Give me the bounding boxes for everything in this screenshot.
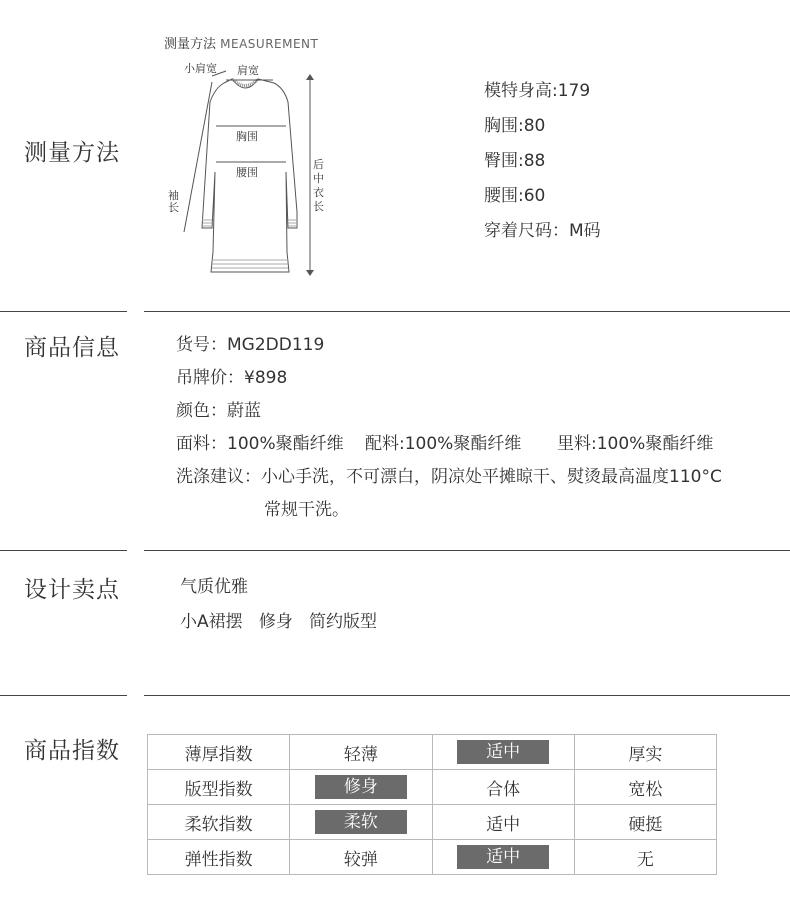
product-color: 颜色：蔚蓝 xyxy=(176,401,261,421)
index-option: 轻薄 xyxy=(343,744,378,765)
spec-chest: 胸围:80 xyxy=(484,116,546,136)
index-row xyxy=(148,735,717,770)
divider-long-2 xyxy=(144,550,790,551)
index-option: 合体 xyxy=(486,779,521,800)
divider-short-1 xyxy=(0,311,127,312)
product-trim: 配料:100%聚酯纤维 xyxy=(365,434,522,454)
index-option-cell xyxy=(432,840,574,875)
figure-title xyxy=(164,33,318,52)
divider-long-3 xyxy=(144,695,790,696)
index-option-cell xyxy=(574,805,716,840)
index-option-cell xyxy=(432,805,574,840)
label-waist: 腰围 xyxy=(236,166,258,179)
spec-size: 穿着尺码：M码 xyxy=(484,221,601,241)
index-option-cell xyxy=(290,805,432,840)
index-option-selected: 适中 xyxy=(457,740,549,764)
product-lining: 里料:100%聚酯纤维 xyxy=(557,434,714,454)
index-row xyxy=(148,770,717,805)
divider-short-3 xyxy=(0,695,127,696)
index-option: 无 xyxy=(636,849,654,870)
index-option-selected: 适中 xyxy=(457,845,549,869)
index-option-cell xyxy=(290,770,432,805)
index-row-name: 版型指数 xyxy=(148,770,290,805)
label-back-length: 后中衣长 xyxy=(313,158,324,213)
design-point-1: 气质优雅 xyxy=(180,577,248,597)
index-row-name: 薄厚指数 xyxy=(148,735,290,770)
product-tag-price: 吊牌价：¥898 xyxy=(176,368,288,388)
section-title-design: 设计卖点 xyxy=(24,577,120,603)
index-option: 厚实 xyxy=(628,744,663,765)
index-row xyxy=(148,840,717,875)
section-title-product: 商品信息 xyxy=(24,335,120,361)
product-fabric: 面料：100%聚酯纤维 xyxy=(176,434,344,454)
product-item-no: 货号：MG2DD119 xyxy=(176,335,325,355)
section-title-measure: 测量方法 xyxy=(24,140,120,166)
index-option-selected: 修身 xyxy=(315,775,407,799)
index-option: 硬挺 xyxy=(628,814,663,835)
index-option-cell xyxy=(574,840,716,875)
garment-hem xyxy=(212,260,288,268)
garment-cuff-left xyxy=(202,220,212,226)
product-care: 洗涤建议：小心手洗，不可漂白，阴凉处平摊晾干、熨烫最高温度110°C xyxy=(176,467,722,487)
index-option-cell xyxy=(574,770,716,805)
index-row-name: 柔软指数 xyxy=(148,805,290,840)
figure-title-cn: 测量方法 xyxy=(164,37,217,52)
divider-long-1 xyxy=(144,311,790,312)
index-option: 较弹 xyxy=(343,849,378,870)
spec-model-height: 模特身高:179 xyxy=(484,81,591,101)
section-title-index: 商品指数 xyxy=(24,738,120,764)
spec-hip: 臀围:88 xyxy=(484,151,546,171)
index-row-name: 弹性指数 xyxy=(148,840,290,875)
index-option-cell xyxy=(432,735,574,770)
garment-cuff-right xyxy=(288,220,297,226)
figure-title-en: MEASUREMENT xyxy=(220,37,319,51)
index-option-selected: 柔软 xyxy=(315,810,407,834)
index-option: 适中 xyxy=(486,814,521,835)
index-option-cell xyxy=(432,770,574,805)
product-care-cont: 常规干洗。 xyxy=(264,500,349,520)
index-table xyxy=(147,734,717,875)
index-row xyxy=(148,805,717,840)
sleeve-arrow xyxy=(184,82,212,232)
index-option-cell xyxy=(290,840,432,875)
spec-waist: 腰围:60 xyxy=(484,186,546,206)
label-sleeve: 袖长 xyxy=(168,189,179,214)
index-option: 宽松 xyxy=(628,779,663,800)
divider-short-2 xyxy=(0,550,127,551)
index-option-cell xyxy=(574,735,716,770)
label-chest: 胸围 xyxy=(236,130,258,143)
index-option-cell xyxy=(290,735,432,770)
label-shoulder: 肩宽 xyxy=(237,64,259,77)
design-point-2: 小A裙摆 修身 简约版型 xyxy=(180,612,378,632)
label-small-shoulder: 小肩宽 xyxy=(184,62,217,75)
